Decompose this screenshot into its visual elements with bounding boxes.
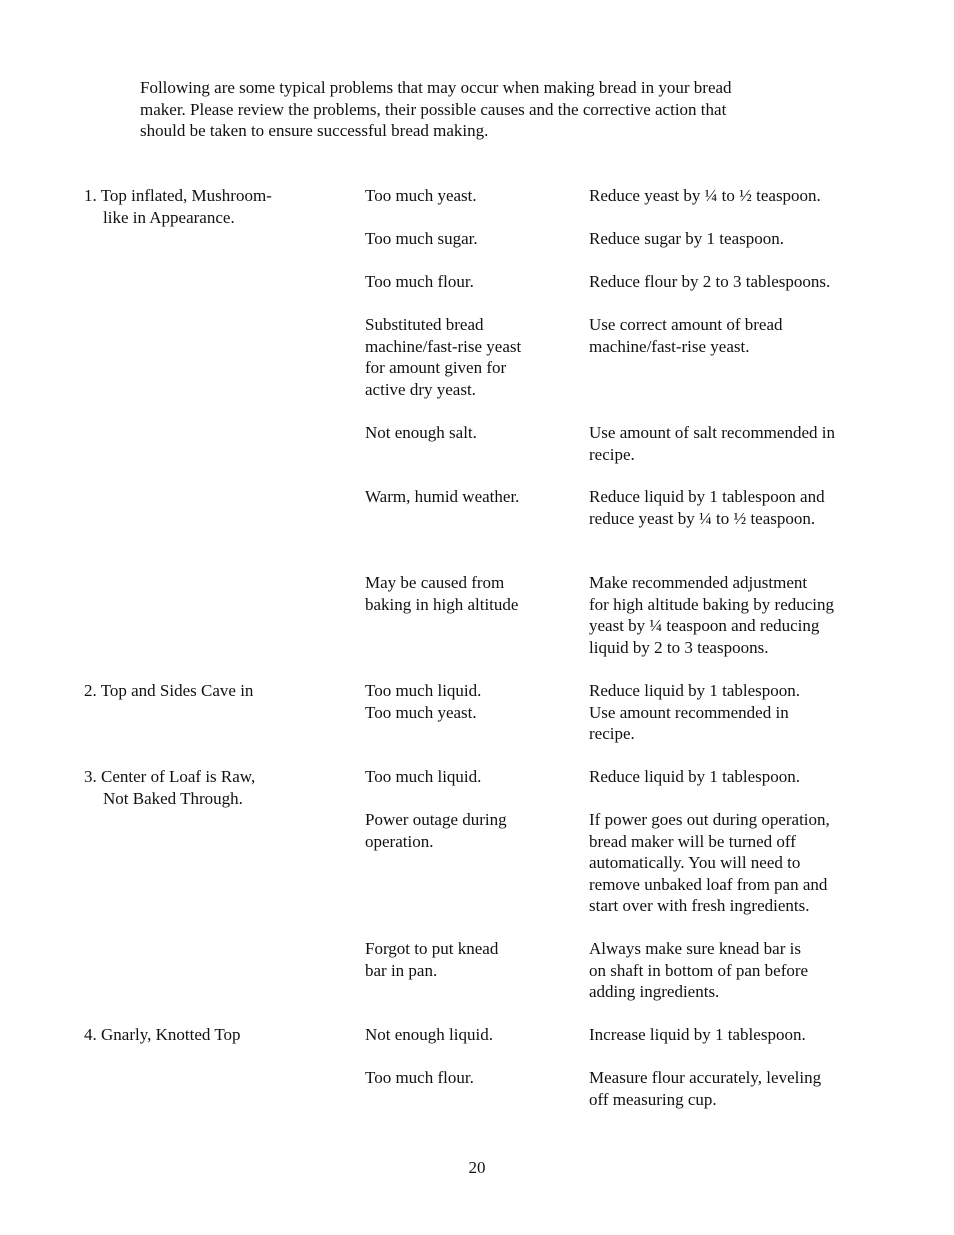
cause-text bbox=[365, 422, 477, 444]
fix-line: off measuring cup. bbox=[589, 1089, 717, 1109]
cause-text bbox=[365, 938, 498, 981]
fix-line: Reduce liquid by 1 tablespoon. bbox=[589, 767, 801, 786]
fix-text bbox=[589, 809, 830, 917]
cause-line: Not enough liquid. bbox=[365, 1025, 493, 1044]
problem-title bbox=[84, 766, 255, 809]
cause-text bbox=[365, 271, 474, 293]
fix-line: start over with fresh ingredients. bbox=[589, 896, 810, 915]
cause-line: May be caused from bbox=[365, 573, 505, 592]
cause-line: Too much liquid. bbox=[365, 681, 482, 700]
cause-line: Too much liquid. bbox=[365, 767, 482, 786]
cause-text bbox=[365, 1024, 493, 1046]
problem-title-line: 4. Gnarly, Knotted Top bbox=[84, 1025, 241, 1044]
fix-line: adding ingredients. bbox=[589, 982, 720, 1001]
cause-line: operation. bbox=[365, 831, 434, 851]
cause-line: Forgot to put knead bbox=[365, 939, 499, 958]
cause-text bbox=[365, 228, 478, 250]
problem-title-line: like in Appearance. bbox=[103, 207, 235, 227]
cause-line: bar in pan. bbox=[365, 960, 438, 980]
page-number: 20 bbox=[468, 1158, 486, 1177]
fix-text bbox=[589, 572, 834, 658]
intro-line: should be taken to ensure successful bread making. bbox=[140, 121, 489, 140]
cause-text bbox=[365, 185, 477, 207]
cause-line: baking in high altitude bbox=[365, 594, 519, 614]
fix-text bbox=[589, 1024, 806, 1046]
fix-text bbox=[589, 938, 808, 1003]
cause-line: active dry yeast. bbox=[365, 379, 476, 399]
cause-line: Too much flour. bbox=[365, 272, 474, 291]
problem-title-line: 3. Center of Loaf is Raw, bbox=[84, 767, 256, 786]
fix-line: Measure flour accurately, leveling bbox=[589, 1068, 822, 1087]
fix-line: recipe. bbox=[589, 444, 635, 464]
intro-paragraph bbox=[140, 77, 820, 142]
fix-line: Reduce flour by 2 to 3 tablespoons. bbox=[589, 272, 831, 291]
fix-line: Use amount of salt recommended in bbox=[589, 423, 835, 442]
problem-title bbox=[84, 1024, 241, 1046]
cause-line: machine/fast-rise yeast bbox=[365, 336, 522, 356]
cause-line: Not enough salt. bbox=[365, 423, 477, 442]
cause-line: Warm, humid weather. bbox=[365, 487, 520, 506]
fix-line: Reduce liquid by 1 tablespoon and bbox=[589, 487, 825, 506]
cause-line: Too much sugar. bbox=[365, 229, 478, 248]
fix-line: Reduce yeast by ¼ to ½ teaspoon. bbox=[589, 186, 821, 205]
cause-text bbox=[365, 572, 518, 615]
fix-line: Use correct amount of bread bbox=[589, 315, 783, 334]
fix-line: Reduce liquid by 1 tablespoon. bbox=[589, 681, 801, 700]
cause-text bbox=[365, 680, 481, 723]
fix-line: If power goes out during operation, bbox=[589, 810, 830, 829]
fix-text bbox=[589, 314, 783, 357]
fix-line: automatically. You will need to bbox=[589, 853, 801, 872]
fix-line: for high altitude baking by reducing bbox=[589, 594, 835, 614]
fix-line: Use amount recommended in bbox=[589, 702, 789, 722]
fix-line: remove unbaked loaf from pan and bbox=[589, 874, 828, 894]
cause-text bbox=[365, 766, 481, 788]
fix-line: Reduce sugar by 1 teaspoon. bbox=[589, 229, 784, 248]
fix-line: Make recommended adjustment bbox=[589, 573, 808, 592]
fix-text bbox=[589, 766, 800, 788]
cause-text bbox=[365, 486, 519, 508]
fix-line: on shaft in bottom of pan before bbox=[589, 960, 809, 980]
intro-line: Following are some typical problems that may occur when making bread in your bread bbox=[140, 78, 732, 97]
fix-line: bread maker will be turned off bbox=[589, 831, 796, 851]
fix-line: Always make sure knead bar is bbox=[589, 939, 801, 958]
problem-title bbox=[84, 680, 253, 702]
problem-title-line: 2. Top and Sides Cave in bbox=[84, 681, 254, 700]
fix-line: recipe. bbox=[589, 724, 635, 743]
cause-text bbox=[365, 809, 507, 852]
cause-line: Too much flour. bbox=[365, 1068, 474, 1087]
cause-text bbox=[365, 314, 521, 400]
fix-line: liquid by 2 to 3 teaspoons. bbox=[589, 637, 769, 657]
cause-line: Power outage during bbox=[365, 810, 507, 829]
fix-text bbox=[589, 228, 784, 250]
cause-line: for amount given for bbox=[365, 358, 507, 377]
fix-text bbox=[589, 422, 835, 465]
fix-line: yeast by ¼ teaspoon and reducing bbox=[589, 616, 820, 635]
problem-title bbox=[84, 185, 272, 228]
cause-text bbox=[365, 1067, 474, 1089]
cause-line: Too much yeast. bbox=[365, 702, 477, 722]
fix-text bbox=[589, 1067, 821, 1110]
intro-line: maker. Please review the problems, their possible causes and the corrective action that bbox=[140, 99, 727, 119]
fix-line: Increase liquid by 1 tablespoon. bbox=[589, 1025, 806, 1044]
problem-title-line: 1. Top inflated, Mushroom- bbox=[84, 186, 272, 205]
fix-text bbox=[589, 486, 825, 529]
fix-text bbox=[589, 680, 800, 745]
cause-line: Substituted bread bbox=[365, 315, 484, 334]
fix-line: reduce yeast by ¼ to ½ teaspoon. bbox=[589, 508, 816, 528]
fix-text bbox=[589, 271, 830, 293]
problem-title-line: Not Baked Through. bbox=[103, 788, 243, 808]
fix-text bbox=[589, 185, 821, 207]
cause-line: Too much yeast. bbox=[365, 186, 477, 205]
fix-line: machine/fast-rise yeast. bbox=[589, 336, 750, 356]
